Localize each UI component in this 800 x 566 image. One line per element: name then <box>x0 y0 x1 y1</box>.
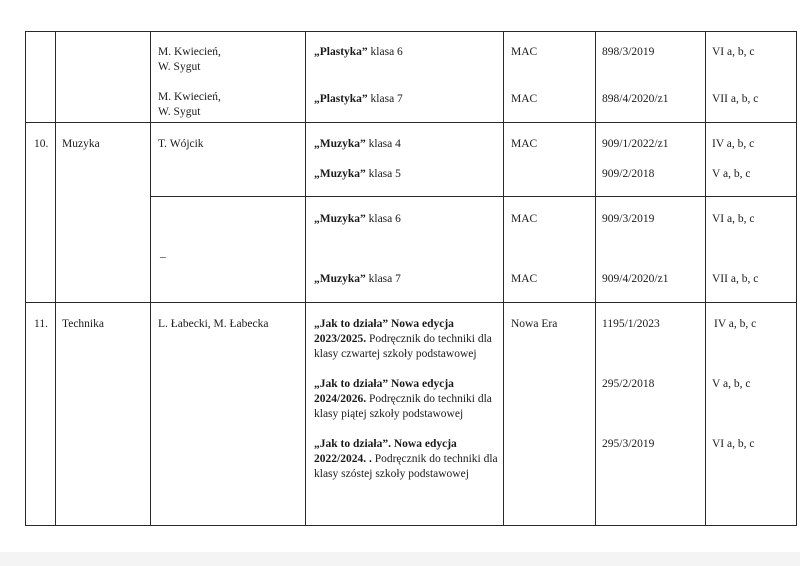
classes-cell: VII a, b, c <box>712 273 759 285</box>
title-bold: „Muzyka” <box>314 138 366 150</box>
row-divider <box>150 196 797 197</box>
row-divider <box>25 122 797 123</box>
publisher-cell: MAC <box>511 213 538 225</box>
title-bold: „Jak to działa” Nowa edycja <box>314 318 454 330</box>
publisher-cell: MAC <box>511 273 538 285</box>
classes-cell: V a, b, c <box>712 378 751 390</box>
column-divider <box>150 31 151 526</box>
title-cell <box>314 317 492 362</box>
column-divider <box>305 31 306 526</box>
page-bottom-shade <box>0 552 800 566</box>
author-line: M. Kwiecień, <box>158 91 221 103</box>
title-bold: „Muzyka” <box>314 273 366 285</box>
classes-cell: VII a, b, c <box>712 93 759 105</box>
title-bold: „Plastyka” <box>314 93 368 105</box>
table-border-right <box>796 31 797 526</box>
table-border-bottom <box>25 525 797 526</box>
column-divider <box>705 31 706 526</box>
title-cell <box>314 92 403 107</box>
row-divider <box>25 302 797 303</box>
author-cell <box>158 90 221 120</box>
title-bold: 2024/2026. <box>314 393 367 405</box>
approval-number-cell: 898/3/2019 <box>602 46 655 58</box>
author-cell: L. Łabecki, M. Łabecka <box>158 318 269 330</box>
author-dash: – <box>160 251 166 263</box>
title-cell <box>314 437 498 482</box>
title-rest: klasa 6 <box>365 213 401 225</box>
author-line: W. Sygut <box>158 106 201 118</box>
author-line: M. Kwiecień, <box>158 46 221 58</box>
title-rest: klasy szóstej szkoły podstawowej <box>314 468 469 480</box>
classes-cell: IV a, b, c <box>712 138 755 150</box>
classes-cell: VI a, b, c <box>712 46 755 58</box>
column-divider <box>503 31 504 526</box>
table-border-top <box>25 31 797 32</box>
title-rest: klasa 7 <box>365 273 401 285</box>
title-bold: „Jak to działa”. Nowa edycja <box>314 438 457 450</box>
title-bold: „Muzyka” <box>314 168 366 180</box>
classes-cell: IV a, b, c <box>714 318 757 330</box>
publisher-cell: MAC <box>511 93 538 105</box>
title-rest: Podręcznik do techniki dla <box>371 453 498 465</box>
title-bold: „Muzyka” <box>314 213 366 225</box>
subject-cell: Muzyka <box>62 138 100 150</box>
column-divider <box>595 31 596 526</box>
author-line: W. Sygut <box>158 61 201 73</box>
title-rest: klasy piątej szkoły podstawowej <box>314 408 464 420</box>
title-bold: 2022/2024. . <box>314 453 372 465</box>
title-cell <box>314 377 492 422</box>
title-rest: klasy czwartej szkoły podstawowej <box>314 348 477 360</box>
approval-number-cell: 295/2/2018 <box>602 378 655 390</box>
title-rest: klasa 7 <box>367 93 403 105</box>
classes-cell: V a, b, c <box>712 168 751 180</box>
approval-number-cell: 898/4/2020/z1 <box>602 93 669 105</box>
subject-cell: Technika <box>62 318 104 330</box>
table-border-left <box>25 31 26 526</box>
approval-number-cell: 909/3/2019 <box>602 213 655 225</box>
title-cell <box>314 272 401 287</box>
approval-number-cell: 295/3/2019 <box>602 438 655 450</box>
publisher-cell: MAC <box>511 46 538 58</box>
column-divider <box>55 31 56 526</box>
approval-number-cell: 909/1/2022/z1 <box>602 138 669 150</box>
publisher-cell: Nowa Era <box>511 318 558 330</box>
title-cell <box>314 137 401 152</box>
author-cell: T. Wójcik <box>158 138 204 150</box>
approval-number-cell: 909/2/2018 <box>602 168 655 180</box>
classes-cell: VI a, b, c <box>712 213 755 225</box>
title-bold: „Plastyka” <box>314 46 368 58</box>
title-rest: klasa 5 <box>365 168 401 180</box>
classes-cell: VI a, b, c <box>712 438 755 450</box>
title-rest: klasa 4 <box>365 138 401 150</box>
publisher-cell: MAC <box>511 138 538 150</box>
row-number: 11. <box>34 318 48 330</box>
title-cell <box>314 45 403 60</box>
title-rest: Podręcznik do techniki dla <box>366 333 492 345</box>
approval-number-cell: 1195/1/2023 <box>602 318 660 330</box>
title-bold: 2023/2025. <box>314 333 367 345</box>
title-rest: klasa 6 <box>367 46 403 58</box>
row-number: 10. <box>34 138 49 150</box>
title-cell <box>314 212 401 227</box>
title-bold: „Jak to działa” Nowa edycja <box>314 378 454 390</box>
title-rest: Podręcznik do techniki dla <box>366 393 492 405</box>
author-cell <box>158 45 221 75</box>
approval-number-cell: 909/4/2020/z1 <box>602 273 669 285</box>
title-cell <box>314 167 401 182</box>
